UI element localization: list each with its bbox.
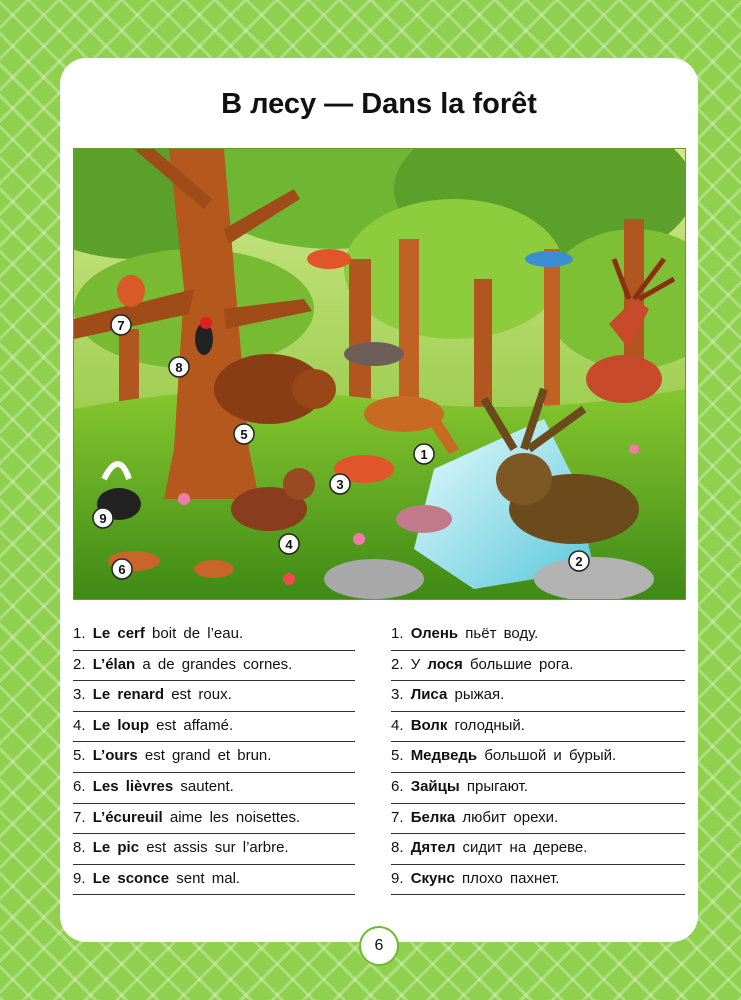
french-item-4: 4. Le loup est affamé.	[73, 712, 355, 743]
russian-item-1: 1. Олень пьёт воду.	[391, 620, 685, 651]
marker-8	[169, 357, 189, 377]
svg-text:4: 4	[285, 537, 293, 552]
svg-text:3: 3	[336, 477, 344, 492]
russian-item-5: 5. Медведь большой и бурый.	[391, 742, 685, 773]
french-item-8: 8. Le pic est assis sur l’arbre.	[73, 834, 355, 865]
french-item-3: 3. Le renard est roux.	[73, 681, 355, 712]
french-item-2: 2. L’élan a de grandes cornes.	[73, 651, 355, 682]
svg-text:9: 9	[99, 511, 107, 526]
russian-item-8: 8. Дятел сидит на дереве.	[391, 834, 685, 865]
page-title: В лесу — Dans la forêt	[221, 88, 537, 120]
content-card	[60, 58, 698, 954]
marker-1	[414, 444, 434, 464]
russian-item-9: 9. Скунс плохо пахнет.	[391, 865, 685, 896]
russian-item-3: 3. Лиса рыжая.	[391, 681, 685, 712]
russian-list	[391, 620, 685, 895]
page-number: 6	[359, 926, 399, 966]
french-item-6: 6. Les lièvres sautent.	[73, 773, 355, 804]
russian-item-6: 6. Зайцы прыгают.	[391, 773, 685, 804]
french-item-5: 5. L’ours est grand et brun.	[73, 742, 355, 773]
marker-5	[234, 424, 254, 444]
marker-9	[93, 508, 113, 528]
forest-scene	[74, 149, 685, 599]
svg-text:6: 6	[118, 562, 126, 577]
svg-text:1: 1	[420, 447, 428, 462]
french-item-9: 9. Le sconce sent mal.	[73, 865, 355, 896]
marker-6	[112, 559, 132, 579]
russian-item-7: 7. Белка любит орехи.	[391, 804, 685, 835]
marker-7	[111, 315, 131, 335]
svg-text:5: 5	[240, 427, 248, 442]
russian-item-4: 4. Волк голодный.	[391, 712, 685, 743]
svg-text:2: 2	[575, 554, 583, 569]
svg-text:8: 8	[175, 360, 183, 375]
marker-3	[330, 474, 350, 494]
forest-illustration	[73, 148, 686, 600]
russian-item-2: 2. У лося большие рога.	[391, 651, 685, 682]
french-item-1: 1. Le cerf boit de l’eau.	[73, 620, 355, 651]
marker-2	[569, 551, 589, 571]
french-list	[73, 620, 355, 895]
svg-text:7: 7	[117, 318, 125, 333]
french-item-7: 7. L’écureuil aime les noisettes.	[73, 804, 355, 835]
marker-4	[279, 534, 299, 554]
